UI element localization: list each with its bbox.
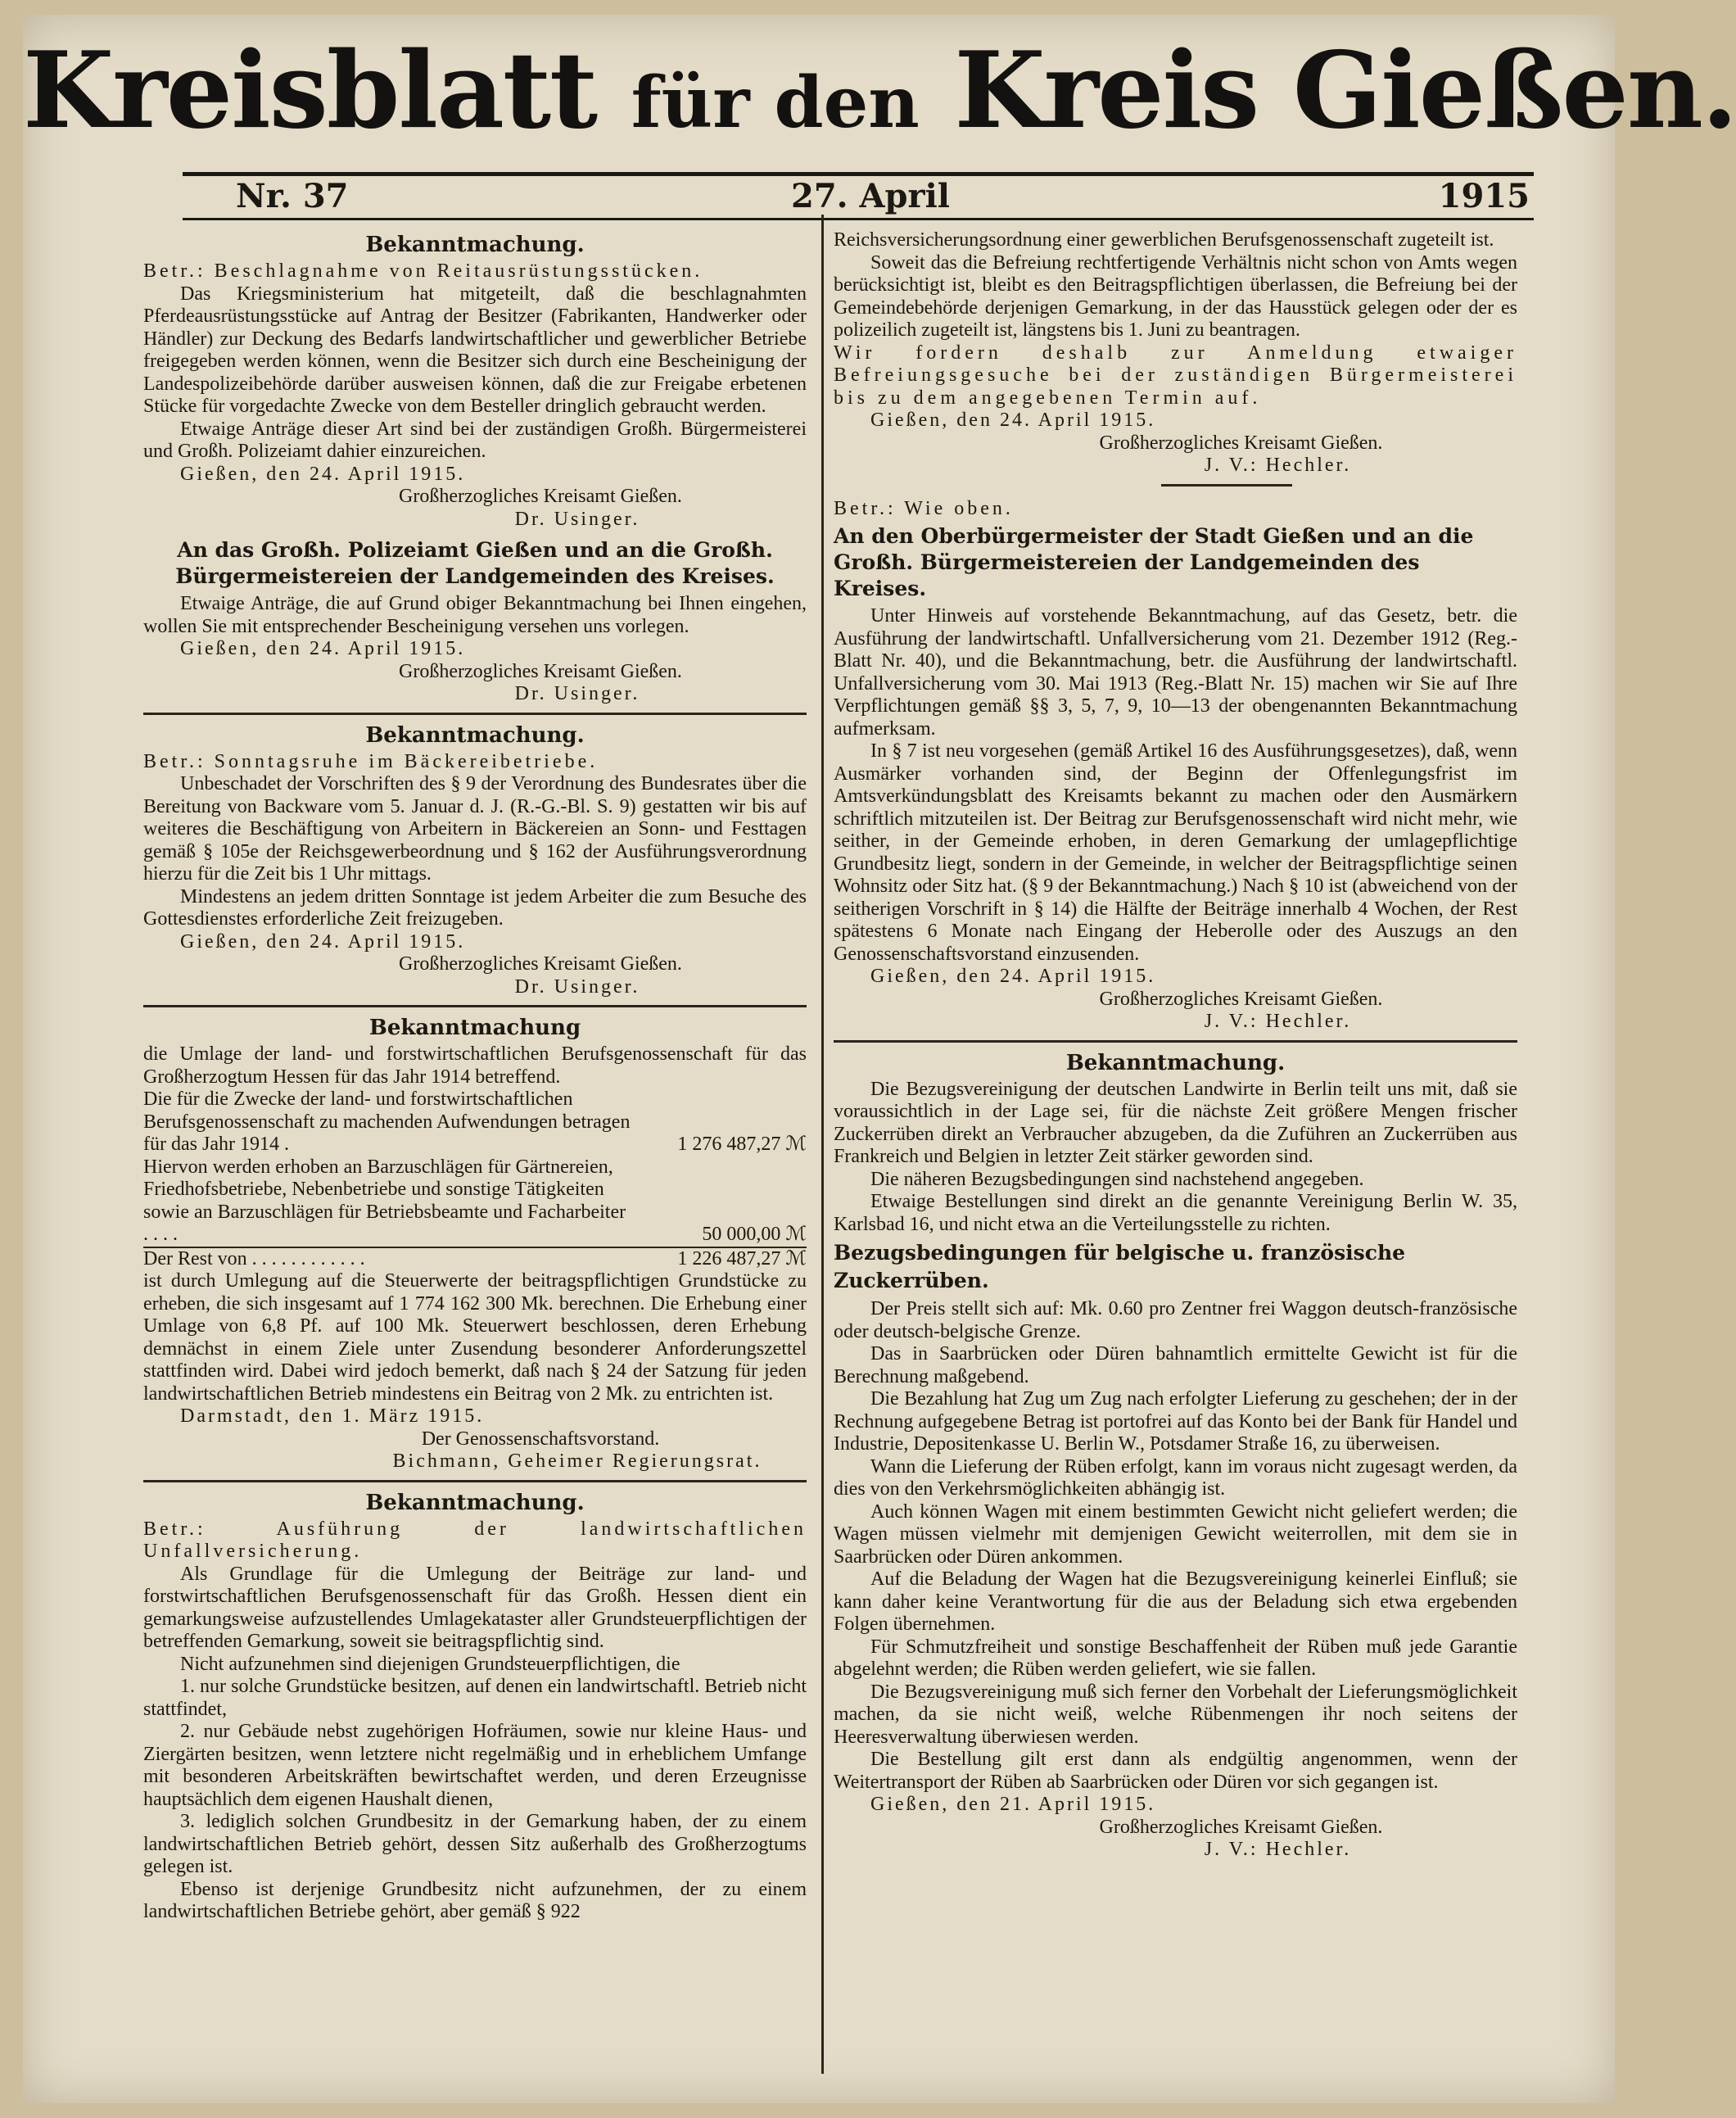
article-paragraph: Das Kriegsministerium hat mitgeteilt, daß die beschlagnahmten Pferdeausrüstungsstücke auf Antrag der Besitzer (Fabrikanten, Handwerker oder Händler) zur Deckung des Bedarfs landwirtschaftlicher und gewerblicher Betriebe freigegeben werden können, wenn die Besitzer sich durch eine Bescheinigung der Landespolizeibehörde darüber ausweisen können, daß die zur Freigabe erbetenen Stücke für vorgedachte Zwecke von dem Besteller dringlich gebraucht werden.	[143, 283, 807, 417]
article-unfallversicherung	[143, 1480, 807, 1924]
column-divider	[821, 215, 824, 2074]
article-paragraph: Die näheren Bezugsbedingungen sind nachstehend angegeben.	[870, 1168, 1364, 1190]
article-zuckerrueben	[834, 1040, 1517, 1862]
article-subject: Betr.: Wie oben.	[834, 497, 1014, 519]
article-paragraph: Ebenso ist derjenige Grundbesitz nicht aufzunehmen, der zu einem landwirtschaftlichen Betriebe gehört, aber gemäß § 922	[143, 1878, 807, 1922]
right-column	[834, 229, 1517, 2064]
article-paragraph: Als Grundlage für die Umlegung der Beiträge zur land- und forstwirtschaftlichen Berufsgenossenschaft für das Großh. Hessen dient ein gemarkungsweise aufzustellendes Umlagekataster aller Grundsteuerpflichtigen der betreffenden Gemarkung, soweit sie beitragspflichtig sind.	[143, 1563, 807, 1652]
article-paragraph: Mindestens an jedem dritten Sonntage ist jedem Arbeiter die zum Besuche des Gottesdienstes erforderliche Zeit freizugeben.	[143, 885, 807, 930]
article-office: Großherzogliches Kreisamt Gießen.	[399, 660, 682, 682]
dateline-rule	[183, 218, 1534, 220]
issue-date: 27. April	[791, 177, 950, 215]
article-subject: Betr.: Sonntagsruhe im Bäckereibetriebe.	[143, 750, 599, 772]
article-paragraph: Etwaige Bestellungen sind direkt an die genannte Vereinigung Berlin W. 35, Karlsbad 16, und nicht etwa an die Verteilungsstelle zu richten.	[834, 1191, 1517, 1235]
article-paragraph: Auf die Beladung der Wagen hat die Bezugsvereinigung keinerlei Einfluß; sie kann daher keine Verantwortung für die aus der Beladung sich etwa ergebenden Folgen übernehmen.	[834, 1568, 1517, 1635]
article-paragraph: 1. nur solche Grundstücke besitzen, auf denen ein landwirtschaftl. Betrieb nicht stattfindet,	[143, 1676, 807, 1720]
article-heading: Bekanntmachung.	[365, 1490, 585, 1515]
article-heading: Bekanntmachung.	[1065, 1050, 1286, 1075]
masthead-title	[23, 21, 1736, 161]
article-paragraph: Für Schmutzfreiheit und sonstige Beschaffenheit der Rüben muß jede Garantie abgelehnt werden; die Rüben werden geliefert, wie sie fallen.	[834, 1636, 1517, 1680]
article-subject: Betr.: Ausführung der landwirtschaftlichen Unfallversicherung.	[143, 1518, 807, 1562]
article-place-date: Gießen, den 24. April 1915.	[870, 966, 1156, 987]
article-oberbuergermeister	[834, 498, 1517, 1034]
article-paragraph: Soweit das die Befreiung rechtfertigende Verhältnis nicht schon von Amts wegen berücksichtigt ist, bleibt es den Beitragspflichtigen überlassen, die Befreiung bei der Gemeindebehörde derjenigen Gemarkung, in der das Hausstück gelegen oder der es polizeilich zugeteilt ist, längstens bis 1. Juni zu beantragen.	[834, 251, 1517, 341]
article-heading: Bekanntmachung	[368, 1016, 581, 1040]
article-signer: J. V.: Hechler.	[1204, 1011, 1352, 1032]
article-signer: Dr. Usinger.	[514, 508, 640, 530]
table-row	[143, 1156, 807, 1247]
budget-amount: 1 276 487,27 ℳ	[677, 1134, 807, 1155]
masthead-title-a: Kreisblatt	[23, 29, 597, 152]
article-office: Großherzogliches Kreisamt Gießen.	[1099, 988, 1383, 1010]
article-sonntagsruhe	[143, 713, 807, 999]
issue-number: Nr. 37	[236, 177, 349, 215]
article-place-date: Gießen, den 24. April 1915.	[180, 463, 466, 485]
article-place-date: Gießen, den 24. April 1915.	[870, 410, 1156, 431]
budget-label: Hiervon werden erhoben an Barzuschlägen für Gärtnereien, Friedhofsbetriebe, Nebenbetriebe und sonstige Tätigkeiten sowie an Barzuschlägen für Betriebsbeamte und Facharbeiter . . . .	[143, 1156, 626, 1245]
budget-label: Die für die Zwecke der land- und forstwirtschaftlichen Berufsgenossenschaft zu machenden Aufwendungen betragen für das Jahr 1914 .	[143, 1088, 631, 1155]
article-paragraph: Die Bestellung gilt erst dann als endgültig angenommen, wenn der Weitertransport der Rüben ab Saarbrücken oder Düren vor sich gegangen ist.	[834, 1749, 1517, 1793]
article-paragraph: Die Bezahlung hat Zug um Zug nach erfolgter Lieferung zu geschehen; der in der Rechnung aufgegebene Betrag ist portofrei auf das Konto bei der Bank für Handel und Industrie, Depositenkasse U. Berlin W., Potsdamer Straße 16, zu überweisen.	[834, 1388, 1517, 1455]
table-row	[143, 1088, 807, 1156]
left-column	[143, 229, 807, 2064]
article-paragraph: In § 7 ist neu vorgesehen (gemäß Artikel 16 des Ausführungsgesetzes), daß, wenn Ausmärker vorhanden sind, der Beginn der Offenlegungsfrist im Amtsverkündungsblatt des Kreisamts bekannt zu machen oder den Ausmärkern schriftlich mitzuteilen ist. Der Beitrag zur Berufsgenossenschaft wird nicht mehr, wie seither, in der Gemeinde erhoben, in deren Gemarkung der umlagepflichtige Grundbesitz liegt, sondern in der Gemeinde, in welcher der Beitragspflichtige seinen Wohnsitz oder Sitz hat. (§ 9 der Bekanntmachung.) Nach § 10 ist (abweichend von der seitherigen Vorschrift in § 14) die Hälfte der Beiträge innerhalb 4 Wochen, der Rest spätestens 6 Monate nach Eingang der Heberolle oder des Auszugs an den Genossenschaftsvorstand einzusenden.	[834, 740, 1517, 965]
article-office: Großherzogliches Kreisamt Gießen.	[399, 486, 682, 507]
article-office: Der Genossenschaftsvorstand.	[421, 1428, 660, 1450]
article-place-date: Darmstadt, den 1. März 1915.	[180, 1405, 485, 1427]
article-heading: Bekanntmachung.	[365, 233, 585, 257]
budget-label: Der Rest von . . . . . . . . . . . .	[143, 1247, 365, 1269]
article-paragraph: Der Preis stellt sich auf: Mk. 0.60 pro Zentner frei Waggon deutsch-französische oder deutsch-belgische Grenze.	[834, 1298, 1517, 1342]
article-office: Großherzogliches Kreisamt Gießen.	[399, 953, 682, 975]
article-polizeiamt	[143, 537, 807, 706]
article-place-date: Gießen, den 24. April 1915.	[180, 638, 466, 659]
divider	[1161, 484, 1292, 487]
article-paragraph: Unbeschadet der Vorschriften des § 9 der Verordnung des Bundesrates über die Bereitung von Backware vom 5. Januar d. J. (R.-G.-Bl. S. 9) gestatten wir bis auf weiteres die Beschäftigung von Arbeitern in Bäckereien an Sonn- und Festtagen gemäß § 105e der Reichsgewerbeordnung und § 162 der Ausführungsverordnung hierzu für die Zeit bis 1 Uhr mittags.	[143, 773, 807, 885]
article-intro: die Umlage der land- und forstwirtschaftlichen Berufsgenossenschaft für das Großherzogtum Hessen für das Jahr 1914 betreffend.	[143, 1043, 807, 1088]
article-address: An den Oberbürgermeister der Stadt Gießen und an die Großh. Bürgermeistereien der Landgemeinden des Kreises.	[834, 524, 1474, 600]
article-office: Großherzogliches Kreisamt Gießen.	[1099, 432, 1383, 454]
article-signer: J. V.: Hechler.	[1204, 1839, 1352, 1860]
article-paragraph: Etwaige Anträge dieser Art sind bei der zuständigen Großh. Bürgermeisterei und Großh. Polizeiamt dahier einzureichen.	[143, 418, 807, 462]
article-signer: Dr. Usinger.	[514, 683, 640, 704]
article-paragraph: Reichsversicherungsordnung einer gewerblichen Berufsgenossenschaft zugeteilt ist.	[834, 229, 1494, 251]
dateline	[211, 175, 1530, 218]
article-subheading: Bezugsbedingungen für belgische u. französische Zuckerrüben.	[834, 1241, 1406, 1292]
masthead-title-c: Kreis Gießen.	[954, 29, 1736, 152]
article-paragraph: Etwaige Anträge, die auf Grund obiger Bekanntmachung bei Ihnen eingehen, wollen Sie mit entsprechender Bescheinigung versehen uns vorlegen.	[143, 593, 807, 637]
budget-table	[143, 1088, 807, 1270]
article-paragraph: Die Bezugsvereinigung muß sich ferner den Vorbehalt der Lieferungsmöglichkeit machen, da sie nicht weiß, welche Rübenmengen ihr noch seitens der Heeresverwaltung überwiesen werden.	[834, 1681, 1517, 1748]
article-signer: J. V.: Hechler.	[1204, 455, 1352, 476]
article-paragraph: Wann die Lieferung der Rüben erfolgt, kann im voraus nicht zugesagt werden, da dies von den Verkehrsmöglichkeiten abhängig ist.	[834, 1455, 1517, 1500]
article-paragraph: Auch können Wagen mit einem bestimmten Gewicht nicht geliefert werden; die Wagen müssen vielmehr mit demjenigen Gewicht weiterrollen, mit dem sie in Saarbrücken oder Düren ankommen.	[834, 1500, 1517, 1568]
article-heading: Bekanntmachung.	[365, 722, 585, 748]
article-address: An das Großh. Polizeiamt Gießen und an die Großh. Bürgermeistereien der Landgemeinden des Kreises.	[175, 538, 775, 588]
article-befreiung	[834, 229, 1517, 487]
budget-amount: 50 000,00 ℳ	[702, 1224, 807, 1245]
article-place-date: Gießen, den 24. April 1915.	[180, 930, 466, 953]
article-paragraph: Unter Hinweis auf vorstehende Bekanntmachung, auf das Gesetz, betr. die Ausführung der landwirtschaftl. Unfallversicherung vom 21. Dezember 1912 (Reg.-Blatt Nr. 40), und die Bekanntmachung, betr. die Ausführung der landwirtschaftl. Unfallversicherung vom 30. Mai 1913 (Reg.-Blatt Nr. 15) machen wir Sie auf Ihre Verpflichtungen gemäß §§ 3, 5, 7, 9, 10—13 der obengenannten Bekanntmachung aufmerksam.	[834, 605, 1517, 740]
article-signer: Bichmann, Geheimer Regierungsrat.	[392, 1450, 762, 1472]
table-row	[143, 1247, 807, 1271]
article-reitausruestung	[143, 231, 807, 531]
issue-year: 1915	[1438, 177, 1530, 215]
article-subject: Betr.: Beschlagnahme von Reitausrüstungsstücken.	[143, 260, 703, 282]
budget-amount: 1 226 487,27 ℳ	[677, 1247, 807, 1269]
article-signer: Dr. Usinger.	[514, 975, 640, 998]
article-place-date: Gießen, den 21. April 1915.	[870, 1794, 1156, 1815]
article-paragraph: Nicht aufzunehmen sind diejenigen Grundsteuerpflichtigen, die	[180, 1653, 680, 1675]
article-paragraph: 2. nur Gebäude nebst zugehörigen Hofräumen, sowie nur kleine Haus- und Ziergärten besitzen, wenn letztere nicht regelmäßig und in erheblichem Umfange mit besonderen Arbeitskräften bewirtschaftet werden, und deren Erzeugnisse hauptsächlich dem eigenen Haushalt dienen,	[143, 1721, 807, 1810]
article-paragraph: 3. lediglich solchen Grundbesitz in der Gemarkung haben, der zu einem landwirtschaftlichen Betrieb gehört, dessen Sitz außerhalb des Großherzogtums gelegen ist.	[143, 1811, 807, 1877]
article-office: Großherzogliches Kreisamt Gießen.	[1099, 1816, 1383, 1838]
article-paragraph: Die Bezugsvereinigung der deutschen Landwirte in Berlin teilt uns mit, daß sie voraussichtlich in der Lage sei, für die nächste Zeit größere Mengen frischer Zuckerrüben direkt an Verbraucher abzugeben, da die Zuführen an Zuckerrüben aus Frankreich und Belgien in letzter Zeit stärker geworden sind.	[834, 1078, 1517, 1167]
article-paragraph: Das in Saarbrücken oder Düren bahnamtlich ermittelte Gewicht ist für die Berechnung maßgebend.	[834, 1343, 1517, 1387]
article-paragraph: Wir fordern deshalb zur Anmeldung etwaiger Befreiungsgesuche bei der zuständigen Bürgermeisterei bis zu dem angegebenen Termin auf.	[834, 342, 1517, 409]
article-paragraph: ist durch Umlegung auf die Steuerwerte der beitragspflichtigen Grundstücke zu erheben, die sich insgesamt auf 1 774 162 300 Mk. berechnen. Die Erhebung einer Umlage von 6,8 Pf. auf 100 Mk. Steuerwert beschlossen, deren Erhebung demnächst in einem Ziele unter Zusendung besonderer Anforderungszettel stattfinden wird. Dabei wird jedoch bemerkt, daß nach § 24 der Satzung für jeden landwirtschaftlichen Betrieb mindestens ein Beitrag von 2 Mk. zu entrichten ist.	[143, 1270, 807, 1405]
masthead-title-b: für den	[631, 61, 920, 144]
article-umlage	[143, 1005, 807, 1473]
